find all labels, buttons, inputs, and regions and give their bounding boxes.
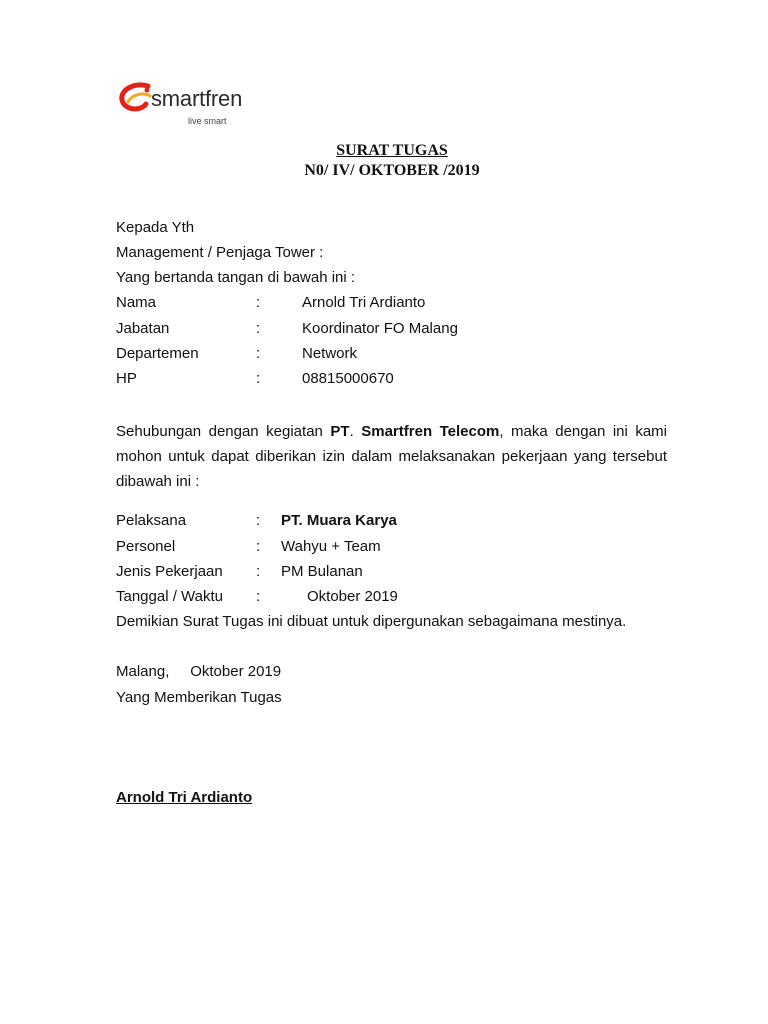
body-bold-pt: PT (330, 423, 350, 440)
field-label: Pelaksana (116, 512, 187, 529)
field-value: 08815000670 (302, 370, 394, 387)
field-label: Jabatan (116, 320, 170, 337)
field-colon: : (256, 512, 261, 529)
field-value: Oktober 2019 (307, 588, 398, 605)
field-value: Arnold Tri Ardianto (302, 294, 426, 311)
field-value: PT. Muara Karya (281, 512, 397, 529)
field-colon: : (256, 538, 261, 555)
letter-number: N0/ IV/ OKTOBER /2019 (304, 162, 480, 179)
body-text-c: , maka dengan ini kami mohon untuk dapat diberikan izin dalam melaksanakan pekerjaan yang tersebut dibawah ini : (116, 423, 668, 490)
field-colon: : (256, 588, 261, 605)
field-label: Nama (116, 294, 157, 311)
body-text-b: . (349, 423, 362, 440)
field-label: Departemen (116, 345, 199, 362)
field-label: Personel (116, 538, 176, 555)
brand-name: smartfren (151, 86, 243, 111)
body-bold-company: Smartfren Telecom (361, 423, 500, 440)
brand-tagline: live smart (188, 116, 227, 126)
field-colon: : (256, 294, 261, 311)
body-paragraph (116, 419, 667, 494)
field-colon: : (256, 345, 261, 362)
field-value: Koordinator FO Malang (302, 320, 458, 337)
field-value: PM Bulanan (281, 563, 363, 580)
field-value: Wahyu + Team (281, 538, 381, 555)
giver-label: Yang Memberikan Tugas (116, 689, 282, 706)
field-value: Network (302, 345, 358, 362)
body-text-a: Sehubungan dengan kegiatan (116, 423, 331, 440)
smartfren-logo (118, 82, 268, 128)
field-colon: : (256, 320, 261, 337)
field-label: HP (116, 370, 137, 387)
field-label: Tanggal / Waktu (116, 588, 223, 605)
signature-name: Arnold Tri Ardianto (116, 789, 253, 806)
place-date: Malang, Oktober 2019 (116, 663, 282, 680)
field-label: Jenis Pekerjaan (116, 563, 223, 580)
recipient-line-3: Yang bertanda tangan di bawah ini : (116, 269, 356, 286)
letter-title: SURAT TUGAS (336, 142, 448, 159)
field-colon: : (256, 370, 261, 387)
closing-sentence: Demikian Surat Tugas ini dibuat untuk dipergunakan sebagaimana mestinya. (116, 613, 627, 630)
recipient-line-2: Management / Penjaga Tower : (116, 244, 324, 261)
recipient-line-1: Kepada Yth (116, 219, 195, 236)
field-colon: : (256, 563, 261, 580)
